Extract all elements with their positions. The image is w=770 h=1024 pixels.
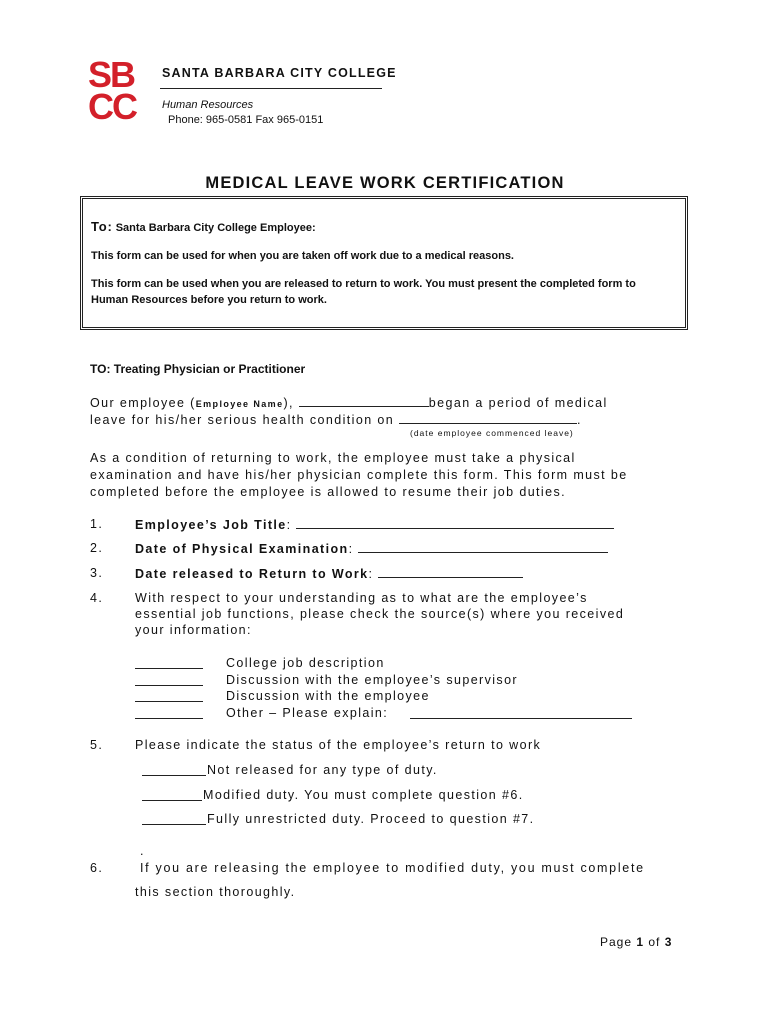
other-explain-field[interactable]	[410, 718, 632, 719]
source-check-4[interactable]	[135, 718, 203, 719]
item-2	[90, 540, 103, 557]
item-6-line-1: If you are releasing the employee to modified duty, you must complete	[140, 861, 645, 875]
exam-date-label: Date of Physical Examination	[135, 542, 349, 556]
department-name: Human Resources	[162, 99, 254, 111]
sbcc-logo	[88, 58, 158, 120]
status-check-3[interactable]	[142, 824, 206, 825]
page-number	[600, 935, 672, 949]
employee-name-field[interactable]	[299, 394, 429, 407]
item-4-line-1: With respect to your understanding as to what are the employee’s	[135, 591, 588, 605]
physician-heading: TO: Treating Physician or Practitioner	[90, 362, 306, 376]
item-3-row	[135, 565, 523, 583]
page-current: 1	[636, 935, 645, 949]
page-word: Page	[600, 935, 637, 949]
item-4-line-3: your information:	[135, 623, 252, 637]
job-title-field[interactable]	[296, 516, 614, 529]
svg-text:CC: CC	[88, 86, 136, 120]
source-label-2: Discussion with the employee’s supervisor	[226, 673, 518, 687]
line1-start: Our employee (	[90, 396, 196, 410]
condition-line-2: examination and have his/her physician complete this form. This form must be	[90, 468, 628, 482]
source-label-1: College job description	[226, 656, 385, 670]
return-date-colon: :	[368, 567, 374, 581]
source-label-4: Other – Please explain:	[226, 706, 389, 720]
item-2-row	[135, 540, 608, 558]
status-option-2: Modified duty. You must complete question #6.	[203, 788, 524, 802]
source-label-3: Discussion with the employee	[226, 689, 430, 703]
stray-dot: .	[140, 844, 145, 858]
line2-end: .	[577, 413, 582, 427]
exam-date-colon: :	[348, 542, 354, 556]
notice-para-2: This form can be used when you are released to return to work. You must present the completed form to Human Resources before you return to work.	[91, 278, 636, 306]
return-date-label: Date released to Return to Work	[135, 567, 369, 581]
notice-to-text: Santa Barbara City College Employee:	[112, 222, 316, 234]
job-title-colon: :	[286, 518, 292, 532]
employee-line-2	[90, 411, 582, 429]
header-rule	[160, 88, 382, 89]
date-note: (date employee commenced leave)	[410, 428, 574, 438]
notice-to-line	[91, 219, 675, 236]
page-title: MEDICAL LEAVE WORK CERTIFICATION	[205, 174, 565, 192]
condition-line-3: completed before the employee is allowed to resume their job duties.	[90, 485, 566, 499]
status-option-1: Not released for any type of duty.	[207, 763, 438, 777]
item-1-number: 1.	[90, 517, 104, 531]
item-5-text: Please indicate the status of the employee’s return to work	[135, 738, 542, 752]
item-6-line-2: this section thoroughly.	[135, 885, 296, 899]
notice-box	[80, 196, 688, 330]
item-1	[90, 516, 103, 533]
job-title-label: Employee’s Job Title	[135, 518, 287, 532]
status-check-1[interactable]	[142, 775, 206, 776]
item-4-line-2: essential job functions, please check the source(s) where you received	[135, 607, 625, 621]
return-date-field[interactable]	[378, 565, 523, 578]
status-check-2[interactable]	[142, 800, 202, 801]
source-check-2[interactable]	[135, 685, 203, 686]
item-4-number: 4.	[90, 591, 104, 605]
svg-text:SB: SB	[88, 58, 135, 95]
line2-start: leave for his/her serious health condition on	[90, 413, 395, 427]
employee-name-label: Employee Name	[195, 399, 284, 409]
condition-line-1: As a condition of returning to work, the employee must take a physical	[90, 451, 576, 465]
phone-fax: Phone: 965-0581 Fax 965-0151	[168, 114, 324, 126]
page-total: 3	[664, 935, 673, 949]
item-1-row	[135, 516, 614, 534]
source-check-1[interactable]	[135, 668, 203, 669]
item-3-number: 3.	[90, 566, 104, 580]
line1-end: began a period of medical	[428, 396, 608, 410]
leave-date-field[interactable]	[399, 411, 577, 424]
notice-to-prefix: To:	[91, 219, 113, 234]
item-3	[90, 565, 103, 582]
line1-mid: ),	[283, 396, 294, 410]
of-word: of	[644, 935, 665, 949]
item-5-number: 5.	[90, 738, 104, 752]
college-name: SANTA BARBARA CITY COLLEGE	[162, 66, 397, 80]
source-check-3[interactable]	[135, 701, 203, 702]
exam-date-field[interactable]	[358, 540, 608, 553]
item-2-number: 2.	[90, 541, 104, 555]
item-6-number: 6.	[90, 861, 104, 875]
status-option-3: Fully unrestricted duty. Proceed to question #7.	[207, 812, 535, 826]
notice-para-1: This form can be used for when you are taken off work due to a medical reasons.	[91, 250, 514, 262]
